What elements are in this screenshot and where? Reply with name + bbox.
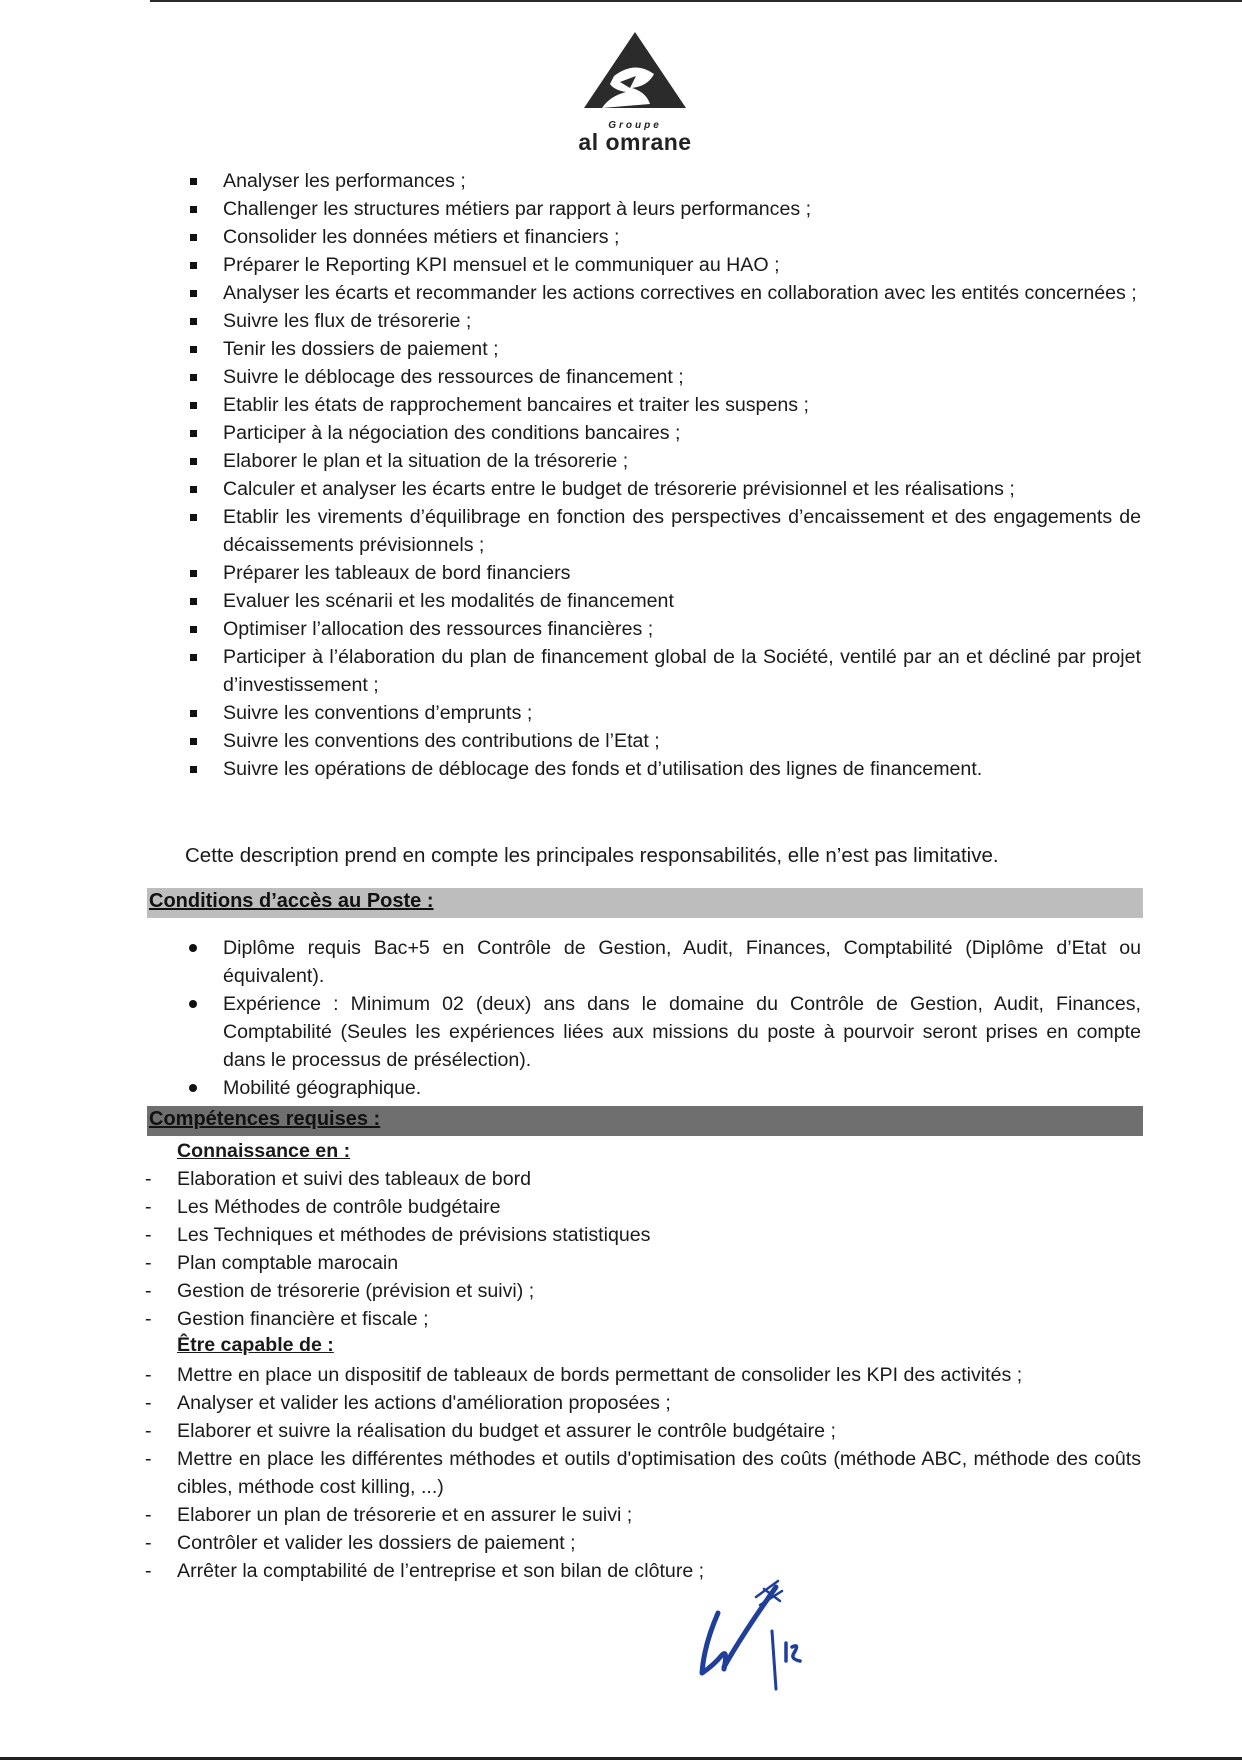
list-item: Analyser les écarts et recommander les actions correctives en collaboration avec les entités concernées ; (186, 279, 1141, 307)
ability-subheading: Être capable de : (177, 1334, 334, 1356)
top-border-line (150, 0, 1242, 2)
dash-marker: - (145, 1420, 152, 1442)
list-item: Participer à la négociation des conditions bancaires ; (186, 419, 1141, 447)
square-bullet-icon (190, 374, 197, 381)
square-bullet-icon (190, 738, 197, 745)
dash-marker: - (145, 1560, 152, 1582)
square-bullet-icon (190, 402, 197, 409)
ability-list (142, 1361, 1141, 1585)
list-item: Suivre les flux de trésorerie ; (186, 307, 1141, 335)
dash-marker: - (145, 1448, 152, 1470)
dash-marker: - (145, 1308, 152, 1330)
dash-marker: - (145, 1252, 152, 1274)
list-item: - Gestion financière et fiscale ; (142, 1305, 1141, 1333)
conditions-list (186, 934, 1141, 1102)
dash-marker: - (145, 1364, 152, 1386)
dash-marker: - (145, 1392, 152, 1414)
list-item: - Elaborer un plan de trésorerie et en assurer le suivi ; (142, 1501, 1141, 1529)
square-bullet-icon (190, 654, 197, 661)
knowledge-list (142, 1165, 1141, 1333)
square-bullet-icon (190, 710, 197, 717)
list-item: Diplôme requis Bac+5 en Contrôle de Gestion, Audit, Finances, Comptabilité (Diplôme d’Etat ou équivalent). (186, 934, 1141, 990)
square-bullet-icon (190, 430, 197, 437)
list-item: Etablir les états de rapprochement bancaires et traiter les suspens ; (186, 391, 1141, 419)
square-bullet-icon (190, 318, 197, 325)
competences-section-header (147, 1106, 1143, 1136)
dash-marker: - (145, 1196, 152, 1218)
square-bullet-icon (190, 486, 197, 493)
list-item: - Mettre en place les différentes méthodes et outils d'optimisation des coûts (méthode ABC, méthode des coûts cibles, méthode cost killing, ...) (142, 1445, 1141, 1501)
list-item: Suivre le déblocage des ressources de financement ; (186, 363, 1141, 391)
list-item: Etablir les virements d’équilibrage en fonction des perspectives d’encaissement et des engagements de décaissements prévisionnels ; (186, 503, 1141, 559)
competences-title: Compétences requises : (149, 1108, 381, 1130)
list-item: Expérience : Minimum 02 (deux) ans dans le domaine du Contrôle de Gestion, Audit, Finances, Comptabilité (Seules les expériences liées aux missions du poste à pourvoir seront prises en compte dans le processus de présélection). (186, 990, 1141, 1074)
logo-group-label: Groupe (608, 120, 662, 131)
list-item: - Les Techniques et méthodes de prévisions statistiques (142, 1221, 1141, 1249)
dash-marker: - (145, 1224, 152, 1246)
round-bullet-icon (189, 1084, 197, 1092)
al-omrane-logo (560, 30, 710, 165)
square-bullet-icon (190, 598, 197, 605)
list-item: Elaborer le plan et la situation de la trésorerie ; (186, 447, 1141, 475)
list-item: Suivre les conventions d’emprunts ; (186, 699, 1141, 727)
square-bullet-icon (190, 766, 197, 773)
list-item: - Plan comptable marocain (142, 1249, 1141, 1277)
list-item: - Contrôler et valider les dossiers de paiement ; (142, 1529, 1141, 1557)
square-bullet-icon (190, 570, 197, 577)
round-bullet-icon (189, 944, 197, 952)
list-item: Analyser les performances ; (186, 167, 1141, 195)
conditions-section-header (147, 888, 1143, 918)
square-bullet-icon (190, 234, 197, 241)
list-item: - Elaborer et suivre la réalisation du budget et assurer le contrôle budgétaire ; (142, 1417, 1141, 1445)
round-bullet-icon (189, 1000, 197, 1008)
square-bullet-icon (190, 290, 197, 297)
list-item: Evaluer les scénarii et les modalités de financement (186, 587, 1141, 615)
list-item: Suivre les opérations de déblocage des fonds et d’utilisation des lignes de financement. (186, 755, 1141, 783)
handwritten-signature (690, 1565, 820, 1695)
dash-marker: - (145, 1504, 152, 1526)
list-item: Participer à l’élaboration du plan de financement global de la Société, ventilé par an et décliné par projet d’investissement ; (186, 643, 1141, 699)
logo-brand-name: al omrane (578, 129, 692, 155)
list-item: Optimiser l’allocation des ressources financières ; (186, 615, 1141, 643)
dash-marker: - (145, 1532, 152, 1554)
list-item: Challenger les structures métiers par rapport à leurs performances ; (186, 195, 1141, 223)
square-bullet-icon (190, 346, 197, 353)
list-item: Calculer et analyser les écarts entre le budget de trésorerie prévisionnel et les réalisations ; (186, 475, 1141, 503)
list-item: Mobilité géographique. (186, 1074, 1141, 1102)
list-item: - Gestion de trésorerie (prévision et suivi) ; (142, 1277, 1141, 1305)
square-bullet-icon (190, 262, 197, 269)
list-item: - Mettre en place un dispositif de tableaux de bords permettant de consolider les KPI des activités ; (142, 1361, 1141, 1389)
list-item: - Arrêter la comptabilité de l’entreprise et son bilan de clôture ; (142, 1557, 1141, 1585)
list-item: Tenir les dossiers de paiement ; (186, 335, 1141, 363)
square-bullet-icon (190, 514, 197, 521)
square-bullet-icon (190, 626, 197, 633)
list-item: Consolider les données métiers et financiers ; (186, 223, 1141, 251)
logo-triangle-icon (580, 30, 690, 120)
list-item: - Elaboration et suivi des tableaux de bord (142, 1165, 1141, 1193)
list-item: - Les Méthodes de contrôle budgétaire (142, 1193, 1141, 1221)
responsibilities-list (186, 167, 1141, 783)
square-bullet-icon (190, 458, 197, 465)
list-item: Préparer les tableaux de bord financiers (186, 559, 1141, 587)
square-bullet-icon (190, 206, 197, 213)
knowledge-subheading: Connaissance en : (177, 1140, 351, 1162)
square-bullet-icon (190, 178, 197, 185)
conditions-title: Conditions d’accès au Poste : (149, 890, 434, 912)
dash-marker: - (145, 1168, 152, 1190)
list-item: - Analyser et valider les actions d'amélioration proposées ; (142, 1389, 1141, 1417)
list-item: Suivre les conventions des contributions de l’Etat ; (186, 727, 1141, 755)
dash-marker: - (145, 1280, 152, 1302)
description-note: Cette description prend en compte les principales responsabilités, elle n’est pas limitative. (185, 844, 999, 867)
list-item: Préparer le Reporting KPI mensuel et le communiquer au HAO ; (186, 251, 1141, 279)
